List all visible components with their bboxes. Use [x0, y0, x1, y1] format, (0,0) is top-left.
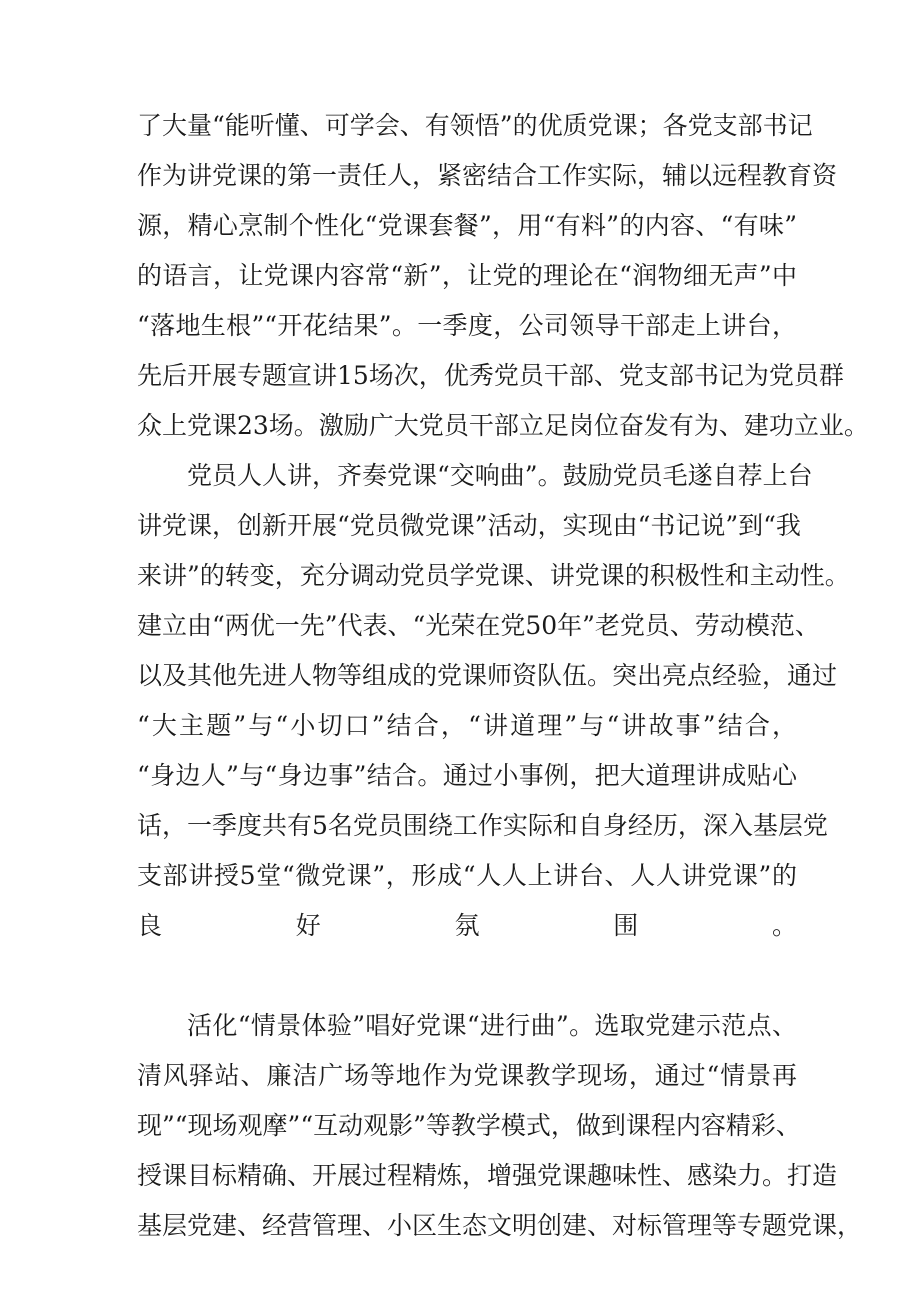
text-line: 了大量“能听懂、可学会、有领悟”的优质党课；各党支部书记 — [137, 111, 813, 140]
text-line: “落地生根”“开花结果”。一季度，公司领导干部走上讲台， — [137, 311, 797, 340]
text-line: 源，精心烹制个性化“党课套餐”，用“有料”的内容、“有味” — [137, 211, 797, 240]
text-line: 话，一季度共有5名党员围绕工作实际和自身经历，深入基层党 — [137, 811, 828, 840]
text-line: “大主题”与“小切口”结合，“讲道理”与“讲故事”结合， — [137, 711, 797, 740]
paragraph-first-line: 党员人人讲，齐奏党课“交响曲”。鼓励党员毛遂自荐上台 — [187, 461, 813, 490]
text-line: 支部讲授5堂“微党课”，形成“人人上讲台、人人讲党课”的 — [137, 861, 797, 890]
text-line: 现”“现场观摩”“互动观影”等教学模式，做到课程内容精彩、 — [137, 1111, 801, 1140]
text-line: “身边人”与“身边事”结合。通过小事例，把大道理讲成贴心 — [137, 761, 797, 790]
text-line: 作为讲党课的第一责任人，紧密结合工作实际，辅以远程教育资 — [137, 161, 838, 190]
paragraph-first-line: 活化“情景体验”唱好党课“进行曲”。选取党建示范点、 — [187, 1011, 797, 1040]
text-line: 良好氛围。 — [137, 911, 797, 940]
text-line: 来讲”的转变，充分调动党员学党课、讲党课的积极性和主动性。 — [137, 561, 850, 590]
text-line: 众上党课23场。激励广大党员干部立足岗位奋发有为、建功立业。 — [137, 411, 869, 440]
text-line: 授课目标精确、开展过程精炼，增强党课趣味性、感染力。打造 — [137, 1161, 838, 1190]
text-line: 建立由“两优一先”代表、“光荣在党50年”老党员、劳动模范、 — [137, 611, 820, 640]
text-line: 先后开展专题宣讲15场次，优秀党员干部、党支部书记为党员群 — [137, 361, 844, 390]
text-line: 以及其他先进人物等组成的党课师资队伍。突出亮点经验，通过 — [137, 661, 838, 690]
text-line: 基层党建、经营管理、小区生态文明创建、对标管理等专题党课， — [137, 1211, 863, 1240]
text-line: 清风驿站、廉洁广场等地作为党课教学现场，通过“情景再 — [137, 1061, 797, 1090]
text-line: 的语言，让党课内容常“新”，让党的理论在“润物细无声”中 — [137, 261, 797, 290]
text-line: 讲党课，创新开展“党员微党课”活动，实现由“书记说”到“我 — [137, 511, 801, 540]
